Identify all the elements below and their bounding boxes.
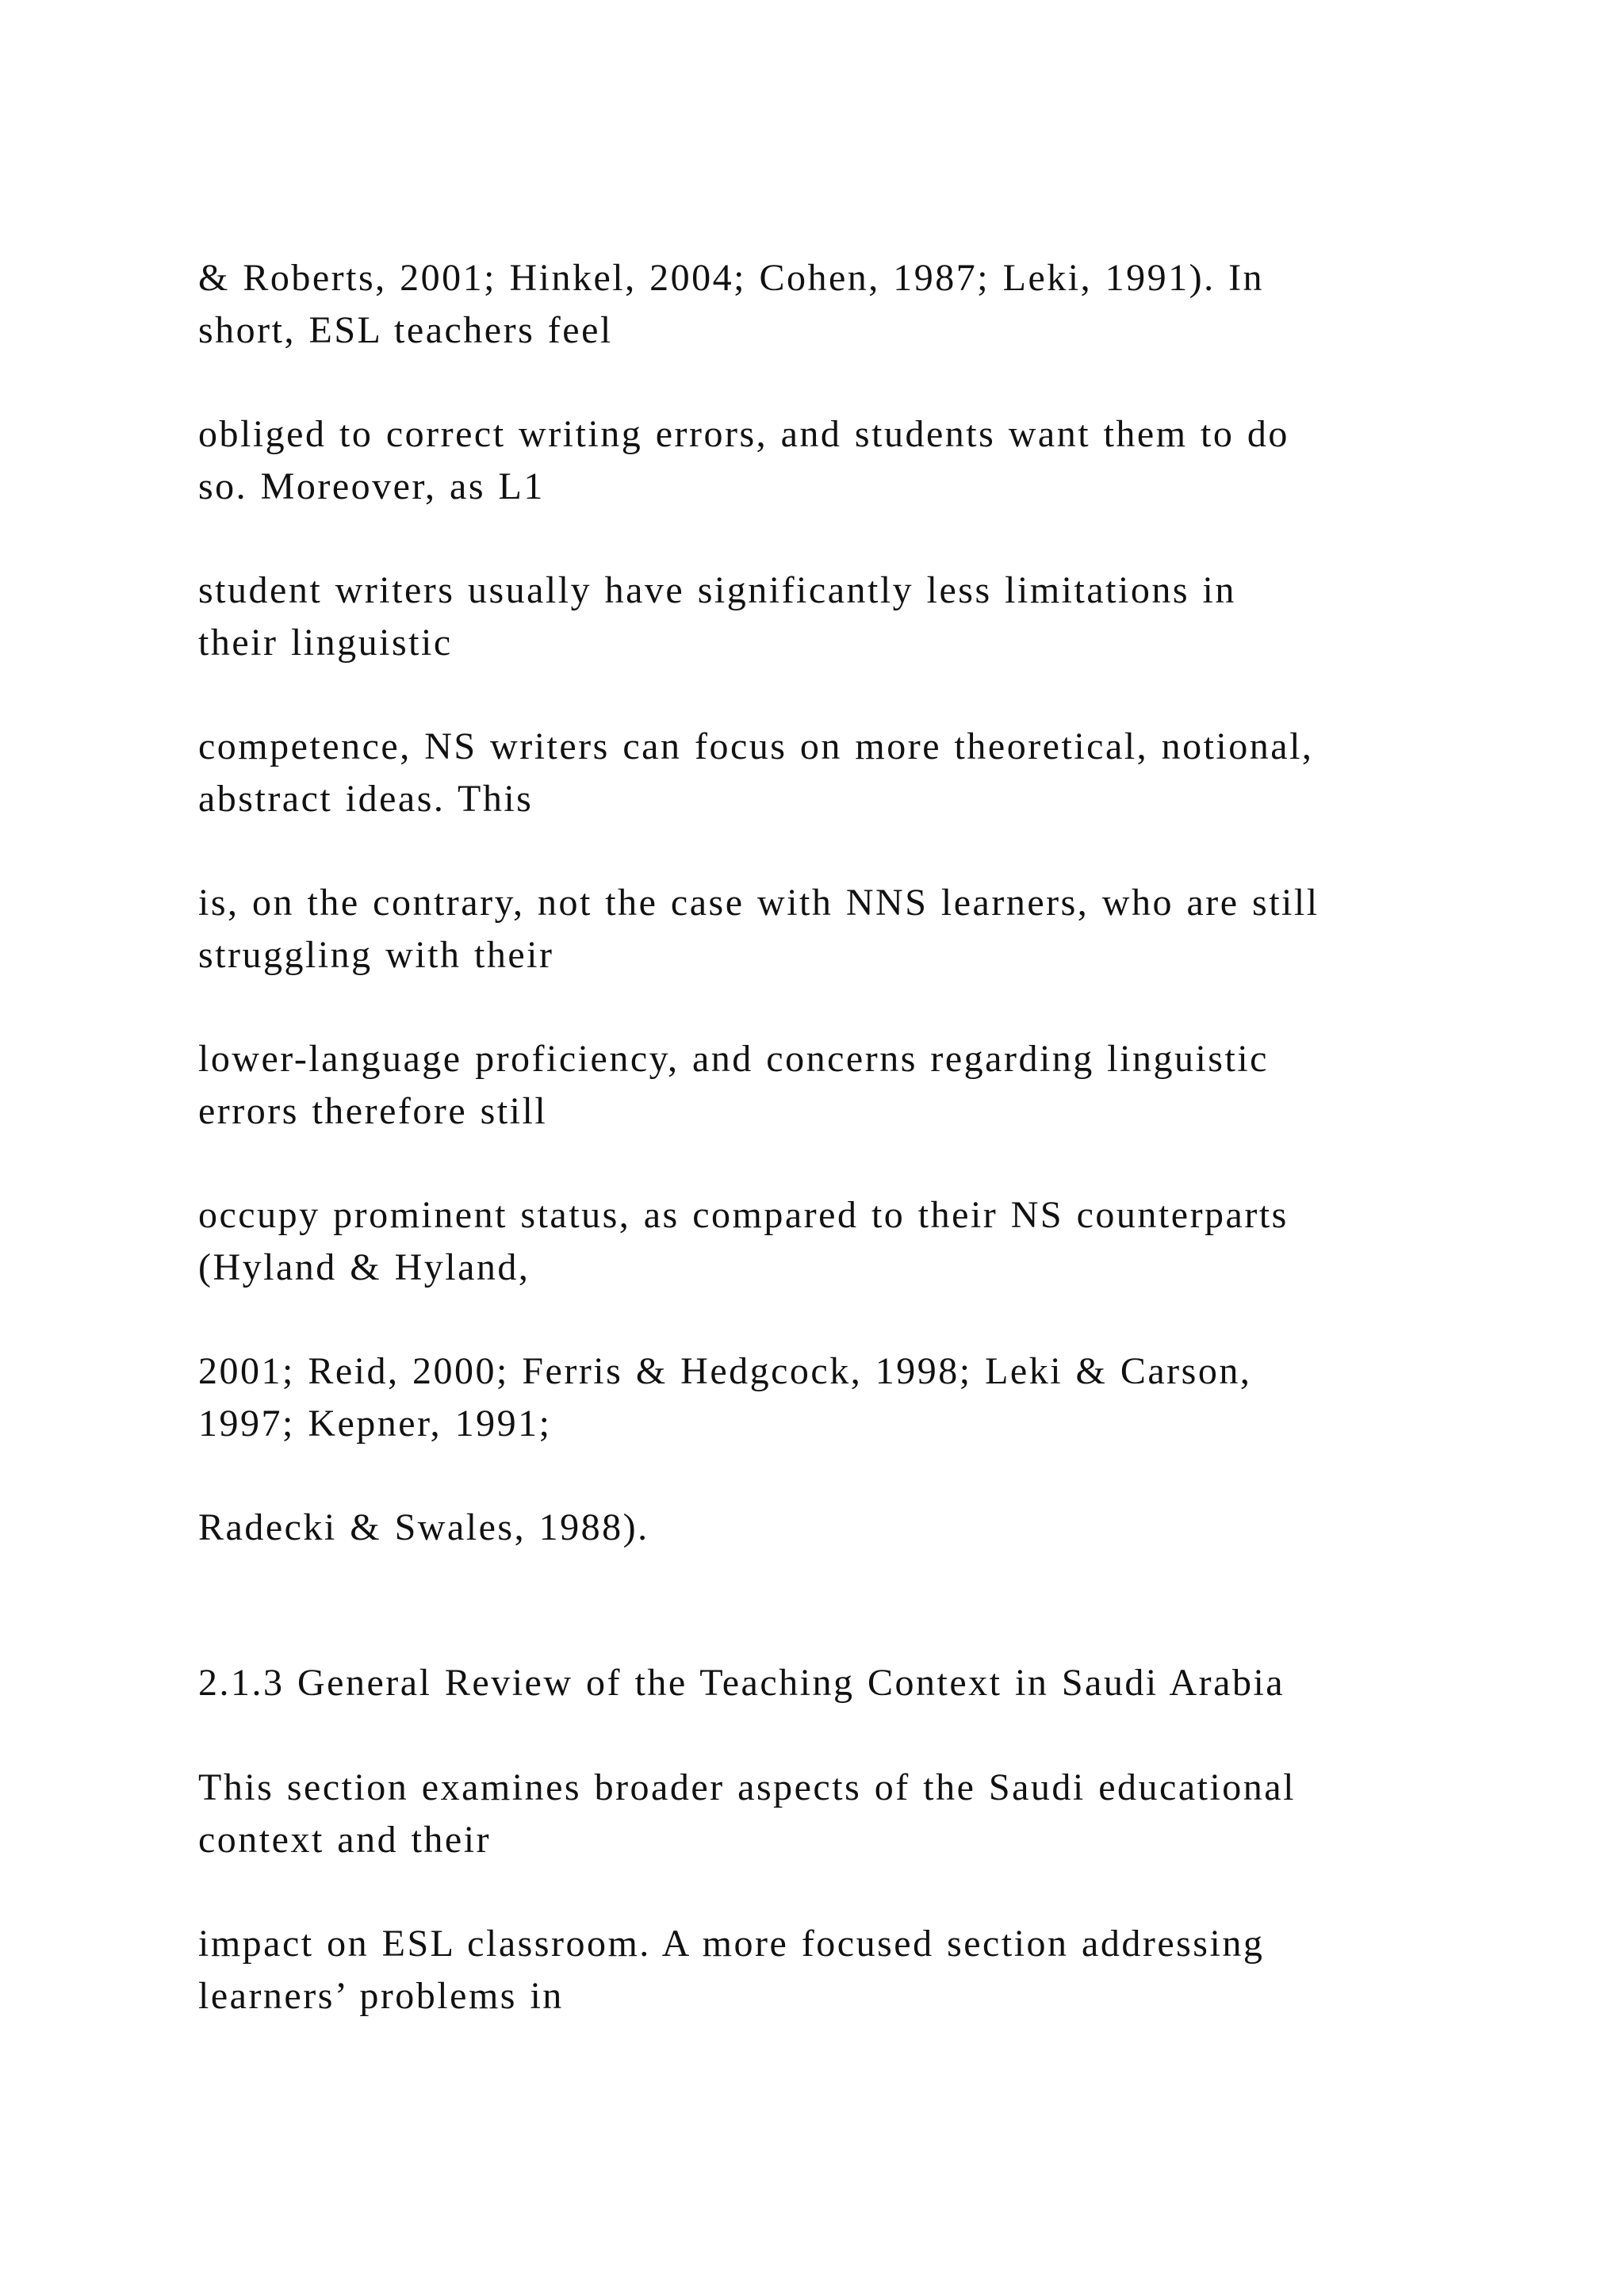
text-line: lower-language proficiency, and concerns regarding linguistic — [198, 1038, 1269, 1080]
text-line: context and their — [198, 1819, 492, 1861]
text-line: competence, NS writers can focus on more theoretical, notional, — [198, 725, 1314, 767]
text-line: student writers usually have significantly less limitations in — [198, 569, 1236, 611]
text-line: This section examines broader aspects of the Saudi educational — [198, 1766, 1296, 1808]
paragraph-10 — [198, 1762, 1515, 1866]
text-line: short, ESL teachers feel — [198, 309, 613, 351]
text-line: 1997; Kepner, 1991; — [198, 1402, 552, 1445]
text-line: Radecki & Swales, 1988). — [198, 1506, 649, 1548]
paragraph-9 — [198, 1502, 1515, 1554]
paragraph-5 — [198, 877, 1515, 982]
text-line: 2001; Reid, 2000; Ferris & Hedgcock, 1998; Leki & Carson, — [198, 1350, 1252, 1392]
text-line: learners’ problems in — [198, 1975, 564, 2017]
section-heading — [198, 1657, 1515, 1709]
paragraph-1 — [198, 252, 1515, 357]
text-line: so. Moreover, as L1 — [198, 465, 545, 507]
text-line: obliged to correct writing errors, and students want them to do — [198, 413, 1289, 455]
text-line: their linguistic — [198, 622, 453, 664]
paragraph-8 — [198, 1345, 1515, 1450]
section-heading-text: 2.1.3 General Review of the Teaching Context in Saudi Arabia — [198, 1662, 1285, 1704]
paragraph-4 — [198, 721, 1515, 825]
paragraph-6 — [198, 1033, 1515, 1138]
paragraph-11 — [198, 1918, 1515, 2022]
text-line: abstract ideas. This — [198, 778, 534, 820]
text-line: impact on ESL classroom. A more focused section addressing — [198, 1923, 1265, 1965]
text-line: errors therefore still — [198, 1090, 548, 1132]
paragraph-7 — [198, 1189, 1515, 1294]
paragraph-2 — [198, 408, 1515, 513]
text-line: is, on the contrary, not the case with NNS learners, who are still — [198, 882, 1320, 924]
text-line: (Hyland & Hyland, — [198, 1246, 530, 1288]
text-line: struggling with their — [198, 934, 554, 976]
text-line: occupy prominent status, as compared to their NS counterparts — [198, 1194, 1289, 1236]
paragraph-3 — [198, 564, 1515, 669]
text-line: & Roberts, 2001; Hinkel, 2004; Cohen, 1987; Leki, 1991). In — [198, 257, 1265, 299]
